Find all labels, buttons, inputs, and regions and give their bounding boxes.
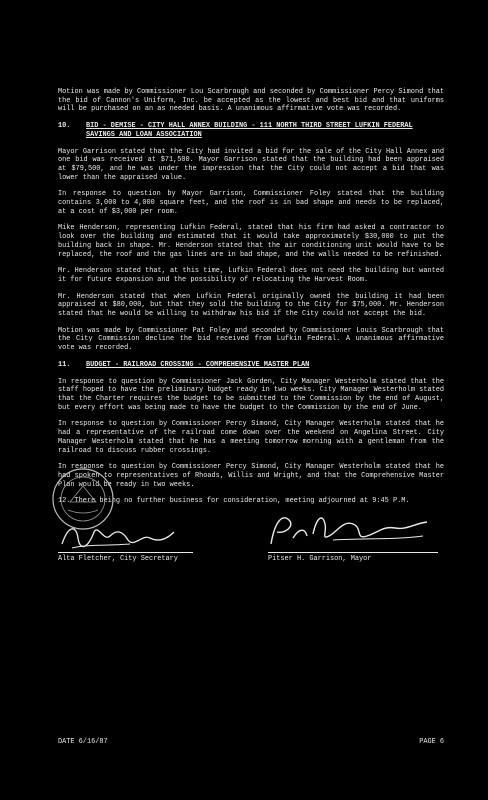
paragraph: In response to question by Commissioner Jack Gorden, City Manager Westerholm stated that the staff hoped to have the preliminary budget ready in two weeks. City Manager Westerholm stated that the Charter requires the budget to be submitted to the Commission by the end of August, but every effort was being made to have the budget to the Commission by the end of June. xyxy=(58,377,444,412)
item-title: BID - DEMISE - CITY HALL ANNEX BUILDING - 111 NORTH THIRD STREET LUFKIN FEDERAL SAVINGS AND LOAN ASSOCIATION xyxy=(86,122,413,139)
item-10-body xyxy=(58,148,444,353)
mayor-signature xyxy=(263,510,433,550)
paragraph: In response to question by Commissioner Percy Simond, City Manager Westerholm stated that he had a representative of the railroad come down over the weekend on Angelina Street. City Manager Westerholm stated that he has a meeting tomorrow morning with a gentleman from the railroad to discuss rubber crossings. xyxy=(58,420,444,455)
item-11-heading xyxy=(58,361,444,370)
closing-statement: 12. There being no further business for consideration, meeting adjourned at 9:45 P.M. xyxy=(58,497,410,506)
item-title: BUDGET - RAILROAD CROSSING - COMPREHENSIVE MASTER PLAN xyxy=(86,360,310,369)
signature-line xyxy=(58,552,193,553)
paragraph: Motion was made by Commissioner Lou Scarbrough and seconded by Commissioner Percy Simond that the bid of Cannon's Uniform, Inc. be accepted as the lowest and best bid and that uniforms will be purchased on an as needed basis. A unanimous affirmative vote was recorded. xyxy=(58,88,444,114)
item-number: 11. xyxy=(58,360,71,369)
item-10-heading xyxy=(58,122,444,139)
secretary-name: Alta Fletcher, City Secretary xyxy=(58,555,178,564)
paragraph: Mr. Henderson stated that, at this time, Lufkin Federal does not need the building but wanted it for future expansion and the possibility of relocating the Harvest Room. xyxy=(58,267,444,284)
minutes-page xyxy=(58,88,444,778)
motion-section xyxy=(58,88,444,114)
page-footer xyxy=(58,738,444,747)
signature-line xyxy=(268,552,438,553)
paragraph: In response to question by Mayor Garrison, Commissioner Foley stated that the building contains 3,000 to 4,000 square feet, and the roof is in bad shape and needs to be replaced, at a cost of $3,000 per room. xyxy=(58,190,444,216)
secretary-signature xyxy=(58,518,178,552)
paragraph: Mike Henderson, representing Lufkin Federal, stated that his firm had asked a contractor to look over the building and estimated that it would take approximately $30,000 to put the building back in shape. Mr. Henderson stated that the air conditioning unit would have to be replaced, the roof and the gas lines are in bad shape, and the walls needed to be refinished. xyxy=(58,224,444,259)
paragraph: Mayor Garrison stated that the City had invited a bid for the sale of the City Hall Annex and one bid was received at $71,500. Mayor Garrison stated that the building had been appraised at $79,500, and he was under the impression that the City could not accept a bid that was lower than the appraised value. xyxy=(58,147,444,182)
paragraph: In response to question by Commissioner Percy Simond, City Manager Westerholm stated that he had spoken to representatives of Rhoads, Willis and Wright, and that the Comprehensive Master Plan would be ready in two weeks. xyxy=(58,463,444,489)
mayor-name: Pitser H. Garrison, Mayor xyxy=(268,555,372,564)
paragraph: Motion was made by Commissioner Pat Foley and seconded by Commissioner Louis Scarbrough that the City Commission decline the bid received from Lufkin Federal. A unanimous affirmative vote was recorded. xyxy=(58,326,444,353)
footer-page-number: PAGE 6 xyxy=(419,738,444,746)
signature-block xyxy=(58,512,444,576)
footer-date: DATE 6/16/87 xyxy=(58,738,108,746)
item-number: 10. xyxy=(58,122,71,131)
paragraph: Mr. Henderson stated that when Lufkin Federal originally owned the building it had been appraised at $80,000, but that they sold the building to the City for $75,000. Mr. Henderson stated that he would be willing to withdraw his bid if the City could not accept the bid. xyxy=(58,292,444,319)
